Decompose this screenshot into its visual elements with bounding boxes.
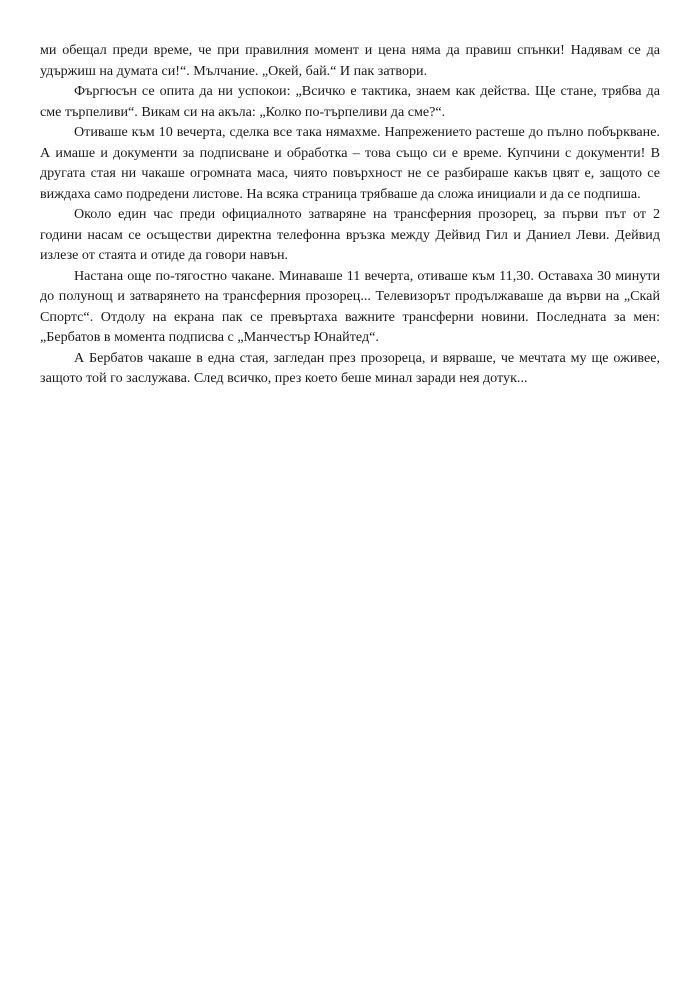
paragraph-5: Настана още по-тягостно чакане. Минаваше 11 вечерта, отиваше към 11,30. Оставаха 30 минути до полунощ и затварянето на трансферния прозорец... Телевизорът продължаваше да върви на „Скай Спортс“. Отдолу на екрана пак се превъртаха важните трансферни новини. Последната за мен: „Бербатов в момента подписва с „Манчестър Юнайтед“. [40,267,660,345]
paragraph-3: Отиваше към 10 вечерта, сделка все така нямахме. Напрежението растеше до пълно побъркване. А имаше и документи за подписване и обработка – това също си е време. Купчини с документи! В другата стая ни чакаше огромната маса, чиято повърхност не се разбираше какъв цвят е, защото се виждаха само подредени листове. На всяка страница трябваше да сложа инициали и да се подпиша. [40,124,660,202]
paragraph-4: Около един час преди официалното затваряне на трансферния прозорец, за първи път от 2 години насам се осъществи директна телефонна връзка между Дейвид Гил и Даниел Леви. Дейвид излезе от стаята и отиде да говори навън. [40,206,660,263]
paragraph-2: Фъргюсън се опита да ни успокои: „Всичко е тактика, знаем как действа. Ще стане, трябва да сме търпеливи“. Викам си на акъла: „Колко по-търпеливи да сме?“. [40,83,660,120]
paragraph-6: А Бербатов чакаше в една стая, загледан през прозореца, и вярваше, че мечтата му ще оживее, защото той го заслужава. След всичко, през което беше минал заради нея дотук... [40,349,660,386]
document-text [40,40,660,389]
paragraph-1: ми обещал преди време, че при правилния момент и цена няма да правиш спънки! Надявам се да удържиш на думата си!“. Мълчание. „Окей, бай.“ И пак затвори. [40,42,660,79]
